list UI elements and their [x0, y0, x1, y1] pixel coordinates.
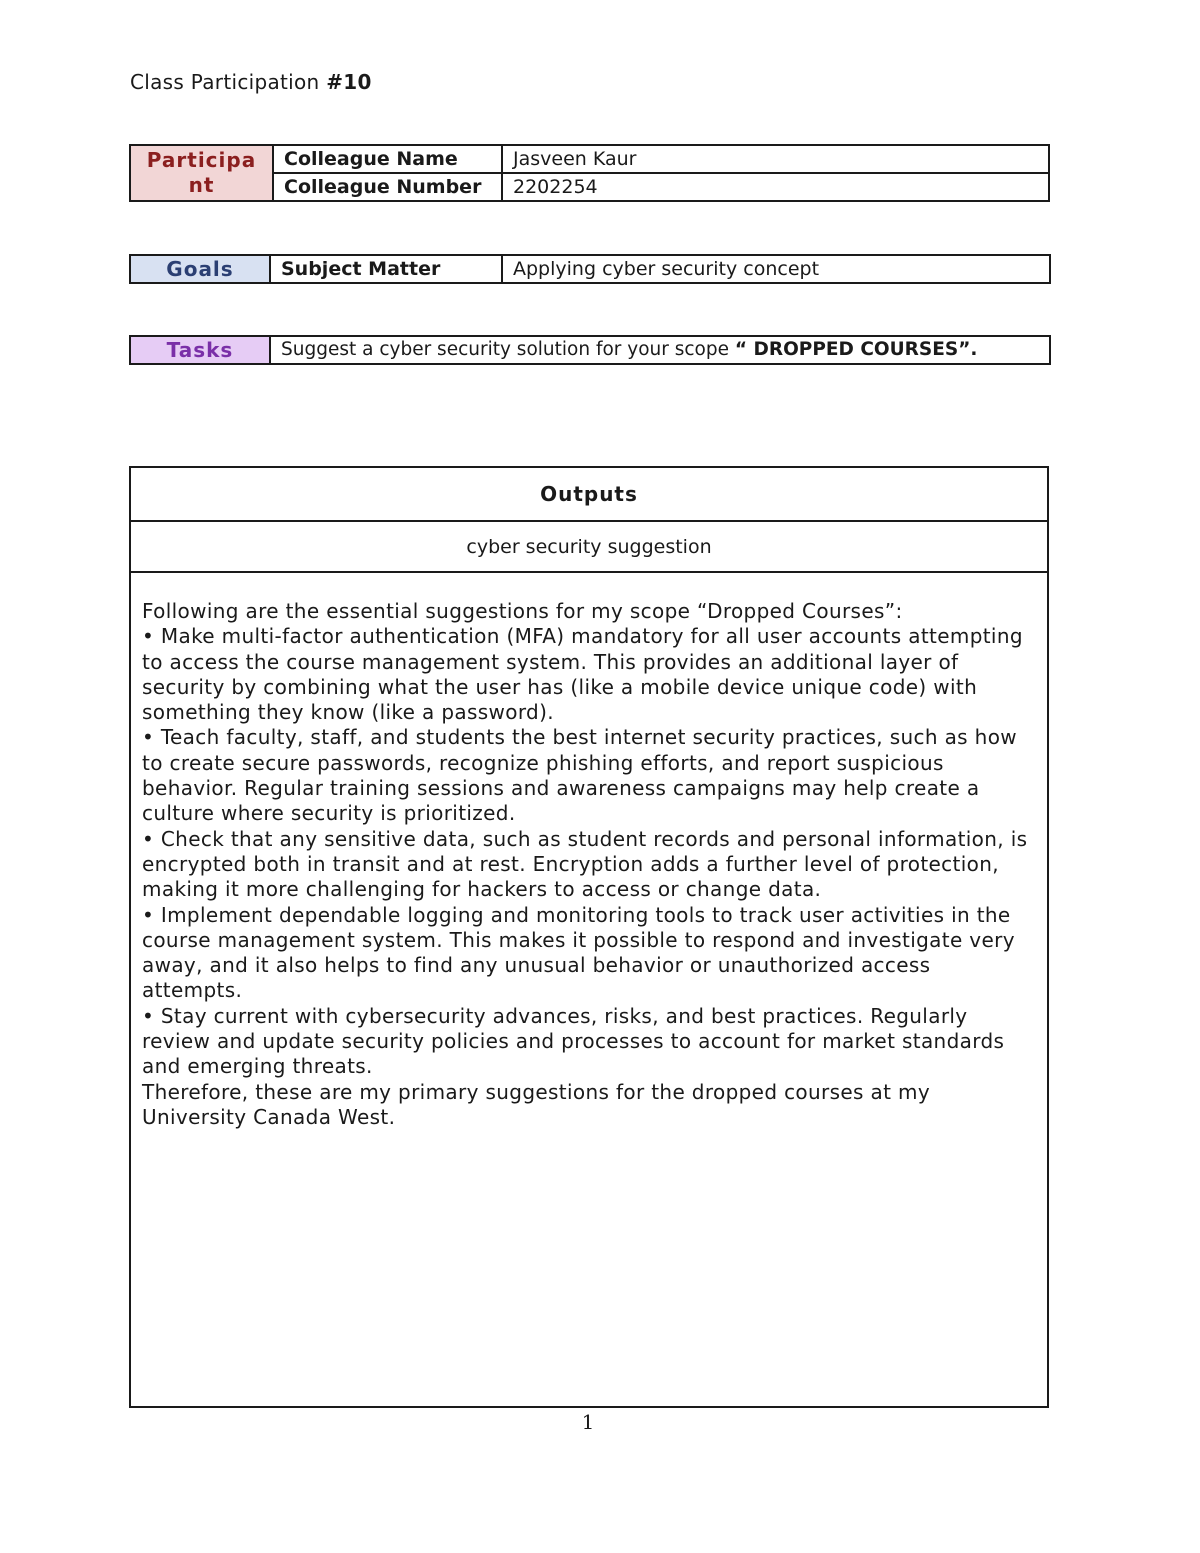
tasks-scope-emphasis: “ DROPPED COURSES”.: [734, 339, 978, 360]
outputs-heading: Outputs: [131, 468, 1047, 522]
participant-table: [129, 144, 1050, 202]
goals-table: [129, 254, 1051, 284]
goals-label: Goals: [130, 255, 270, 283]
conclusion-paragraph: Therefore, these are my primary suggestions for the dropped courses at my University Canada West.: [142, 1079, 931, 1129]
bullet-encryption: • Check that any sensitive data, such as student records and personal information, is encrypted both in transit and at rest. Encryption adds a further level of protection, making it more challenging for hackers to access or change data.: [142, 826, 1028, 902]
tasks-table: [129, 335, 1051, 365]
participant-label: Participant: [130, 145, 273, 201]
outputs-body: [131, 573, 1047, 1130]
bullet-stay-current: • Stay current with cybersecurity advances, risks, and best practices. Regularly review and update security policies and processes to account for market standards and emerging threats.: [142, 1003, 1005, 1079]
colleague-name-value: Jasveen Kaur: [502, 145, 1049, 173]
bullet-mfa: • Make multi-factor authentication (MFA) mandatory for all user accounts attempting to access the course management system. This provides an additional layer of security by combining what the user has (like a mobile device unique code) with something they know (like a password).: [142, 624, 1023, 725]
subject-matter-value: Applying cyber security concept: [502, 255, 1050, 283]
document-title-prefix: Class Participation: [130, 70, 327, 94]
intro-paragraph: Following are the essential suggestions for my scope “Dropped Courses”:: [142, 599, 903, 623]
colleague-name-label: Colleague Name: [273, 145, 502, 173]
subject-matter-label: Subject Matter: [270, 255, 502, 283]
document-title: [130, 70, 372, 94]
page-number: 1: [581, 1410, 595, 1434]
tasks-description-text: Suggest a cyber security solution for your scope: [281, 339, 735, 360]
outputs-box: [129, 466, 1049, 1408]
bullet-training: • Teach faculty, staff, and students the best internet security practices, such as how to create secure passwords, recognize phishing efforts, and report suspicious behavior. Regular training sessions and awareness campaigns may help create a culture where security is prioritized.: [142, 725, 1017, 826]
document-title-number: #10: [326, 70, 372, 94]
colleague-number-value: 2202254: [502, 173, 1049, 201]
colleague-number-label: Colleague Number: [273, 173, 502, 201]
outputs-subheading: cyber security suggestion: [131, 522, 1047, 573]
tasks-label: Tasks: [130, 336, 270, 364]
tasks-description: [270, 336, 1050, 364]
bullet-logging: • Implement dependable logging and monitoring tools to track user activities in the course management system. This makes it possible to respond and investigate very away, and it also helps to find any unusual behavior or unauthorized access attempts.: [142, 902, 1015, 1003]
